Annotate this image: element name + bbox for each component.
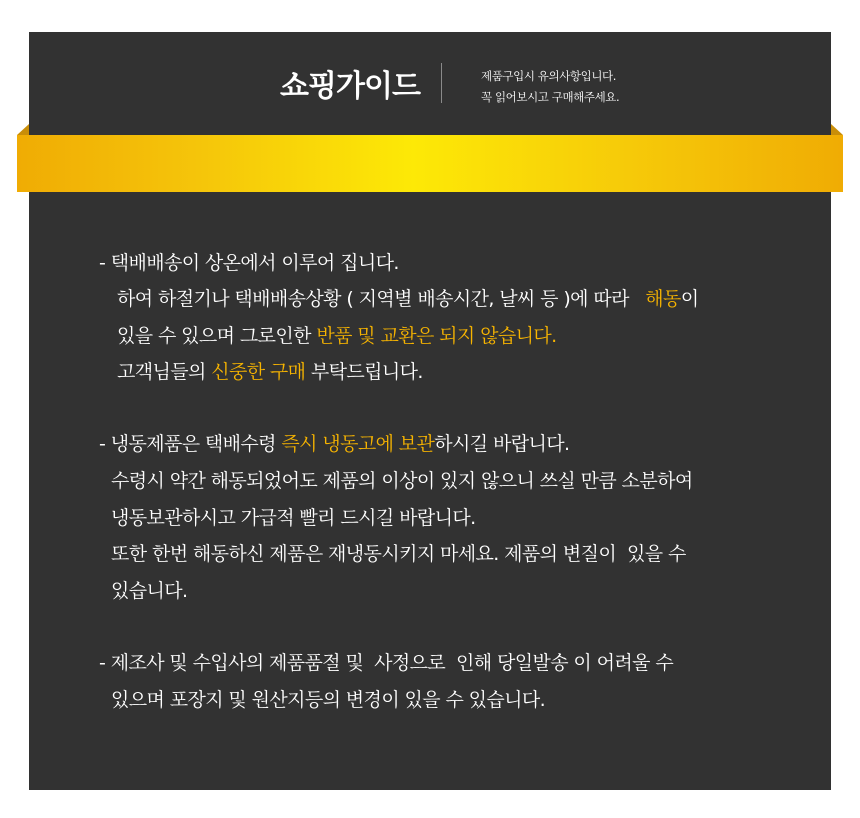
notice-line [111, 468, 693, 494]
notice-line [111, 541, 686, 567]
notice-text: 냉동보관하시고 가급적 빨리 드시길 바랍니다. [111, 507, 476, 529]
notice-text: 또한 한번 해동하신 제품은 재냉동시키지 마세요. 제품의 변질이 있을 수 [111, 543, 686, 565]
guide-header [29, 32, 831, 136]
notice-line [111, 505, 476, 531]
notice-text: 부탁드립니다. [305, 361, 423, 383]
highlight-text: 해동 [645, 288, 681, 310]
notice-text: - 냉동제품은 택배수령 [99, 433, 282, 455]
ribbon-fold-right [831, 124, 843, 135]
subtitle-line-1: 제품구입시 유의사항입니다. [481, 69, 617, 83]
notice-line [111, 687, 545, 713]
notice-text: 이 [680, 288, 699, 310]
notice-text: 고객님들의 [117, 361, 212, 383]
highlight-text: 즉시 냉동고에 보관 [281, 433, 435, 455]
notice-line [117, 359, 423, 385]
notice-line [111, 578, 187, 604]
ribbon-fold-left [17, 124, 29, 135]
notice-text: 있습니다. [111, 580, 188, 602]
notice-line [117, 286, 698, 312]
highlight-text: 반품 및 교환은 되지 않습니다. [316, 325, 557, 347]
notice-text: - 제조사 및 수입사의 제품품절 및 사정으로 인해 당일발송 이 어려울 수 [99, 652, 674, 674]
notice-text: - 택배배송이 상온에서 이루어 집니다. [99, 252, 399, 274]
notice-line [99, 650, 673, 676]
highlight-text: 신중한 구매 [211, 361, 306, 383]
gold-ribbon-banner [17, 135, 843, 192]
notice-text: 하여 하절기나 택배배송상황 ( 지역별 배송시간, 날씨 등 )에 따라 [117, 288, 646, 310]
notice-text: 수령시 약간 해동되었어도 제품의 이상이 있지 않으니 쓰실 만큼 소분하여 [111, 470, 693, 492]
notice-line [99, 431, 569, 457]
notice-text: 하시길 바랍니다. [434, 433, 570, 455]
notice-line [117, 323, 557, 349]
header-subtitle [481, 66, 619, 108]
page-title: 쇼핑가이드 [280, 69, 420, 104]
notice-text: 있으며 포장지 및 원산지등의 변경이 있을 수 있습니다. [111, 689, 546, 711]
subtitle-line-2: 꼭 읽어보시고 구매해주세요. [481, 90, 620, 104]
notice-text: 있을 수 있으며 그로인한 [117, 325, 317, 347]
title-divider [441, 63, 442, 103]
notice-line [99, 250, 399, 276]
